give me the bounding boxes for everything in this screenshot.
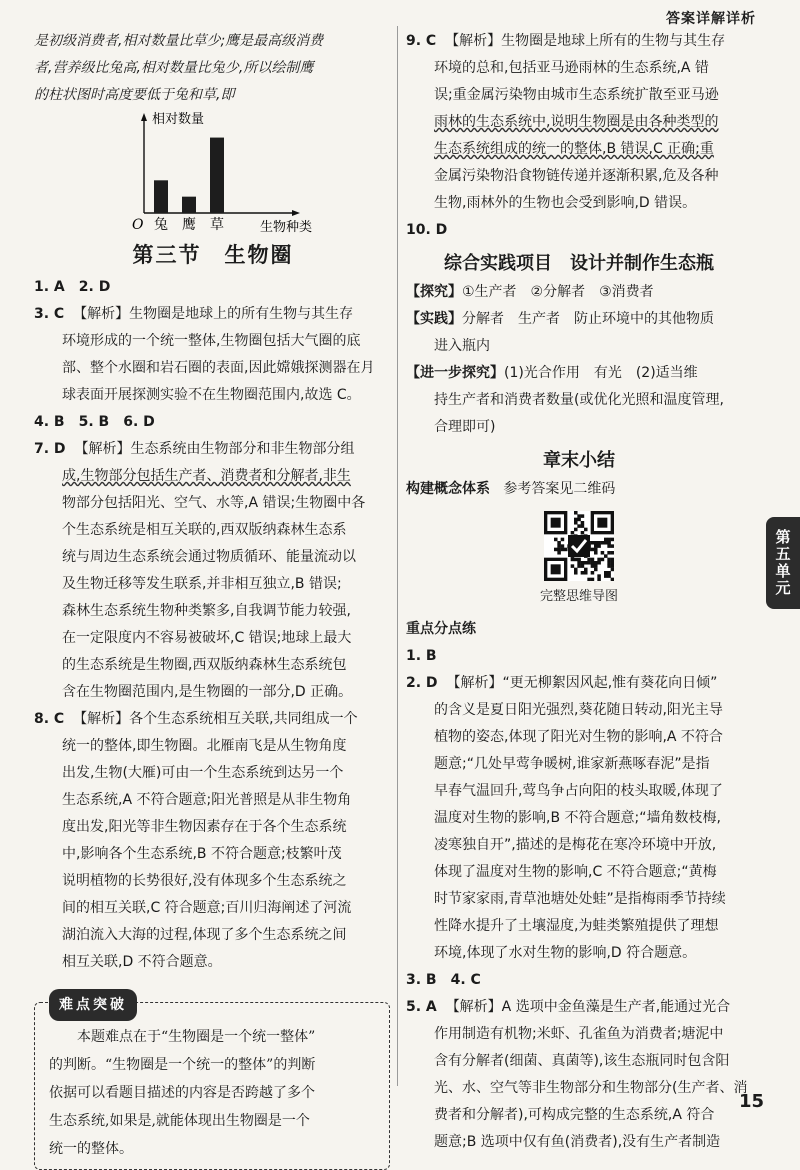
answer-q4-6: 4. B 5. B 6. D <box>34 414 155 430</box>
explanation-line: 生态系统组成的统一的整体,B 错误,C 正确;重 <box>434 141 714 157</box>
question-number: 7. D <box>34 441 66 457</box>
explanation-line: 物部分包括阳光、空气、水等,A 错误;生物圈中各 <box>62 495 366 511</box>
difficulty-note-box <box>34 997 390 1170</box>
question-number: 8. C <box>34 711 65 727</box>
bar <box>154 180 168 213</box>
explanation-line: 含在生物圈范围内,是生物圈的一部分,D 正确。 <box>62 684 353 700</box>
x-tick-label: 鹰 <box>182 217 196 233</box>
intro-line: 的柱状图时高度要低于兔和草,即 <box>34 87 235 103</box>
x-tick-label: 兔 <box>154 217 168 233</box>
explanation-line: 度出发,阳光等非生物因素存在于各个生态系统 <box>62 819 347 835</box>
y-axis-arrow-icon <box>141 113 147 121</box>
explanation-line: 性降水提升了土壤湿度,为蛙类繁殖提供了理想 <box>434 918 719 934</box>
explanation-line: 球表面开展探测实验不在生物圈范围内,故选 C。 <box>62 387 361 403</box>
explanation-line: 雨林的生态系统中,说明生物圈是由各种类型的 <box>434 114 719 130</box>
explanation-line: 出发,生物(大雁)可由一个生态系统到达另一个 <box>62 765 344 781</box>
explanation-line: 光、水、空气等非生物部分和生物部分(生产者、消 <box>434 1080 748 1096</box>
column-divider <box>397 26 398 1086</box>
explanation-line: 成,生物部分包括生产者、消费者和分解者,非生 <box>62 468 351 484</box>
left-column <box>34 28 392 1170</box>
explanation-line: 题意;B 选项中仅有鱼(消费者),没有生产者制造 <box>434 1134 721 1150</box>
answer-q1-2: 1. A 2. D <box>34 279 111 295</box>
intro-line: 是初级消费者,相对数量比草少;鹰是最高级消费 <box>34 33 324 49</box>
practice-section-title: 重点分点练 <box>406 621 476 637</box>
explanation-line: 生态系统,A 不符合题意;阳光普照是从非生物角 <box>62 792 352 808</box>
x-tick-label: 草 <box>210 217 224 233</box>
explanation-line: 时节家家雨,青草池塘处处蛙”是指梅雨季节持续 <box>434 891 726 907</box>
section-title: 第三节 生物圈 <box>132 242 294 267</box>
further-line: (1)光合作用 有光 (2)适当维 <box>504 365 698 381</box>
note-line: 依据可以看题目描述的内容是否跨越了多个 <box>49 1085 315 1101</box>
concept-text: 参考答案见二维码 <box>503 481 616 497</box>
practice-tag: 【实践】 <box>406 311 462 327</box>
explanation-line: 体现了温度对生物的影响,C 不符合题意;“黄梅 <box>434 864 717 880</box>
question-8 <box>34 706 392 976</box>
answer-r3-4: 3. B 4. C <box>406 972 481 988</box>
explanation-line: 的生态系统是生物圈,西双版纳森林生态系统包 <box>62 657 347 673</box>
note-line: 的判断。“生物圈是一个统一的整体”的判断 <box>49 1057 316 1073</box>
note-line: 本题难点在于“生物圈是一个统一整体” <box>77 1029 316 1045</box>
explanation-line: 统与周边生态系统会通过物质循环、能量流动以 <box>62 549 356 565</box>
explanation-line: 湖泊流入大海的过程,体现了多个生态系统之间 <box>62 927 347 943</box>
explanation-line: 误;重金属污染物由城市生态系统扩散至亚马逊 <box>434 87 719 103</box>
right-column <box>406 28 752 1156</box>
further-line: 合理即可) <box>434 419 496 435</box>
question-number: 2. D <box>406 675 438 691</box>
explanation-line: 环境,体现了水对生物的影响,D 符合题意。 <box>434 945 697 961</box>
explanation-line: 生物,雨林外的生物也会受到影响,D 错误。 <box>434 195 697 211</box>
explanation-line: 早春气温回升,莺鸟争占向阳的枝头取暖,体现了 <box>434 783 723 799</box>
explanation-line: 凌寒独自开”,描述的是梅花在寒冷环境中开放, <box>434 837 717 853</box>
explanation-line: 说明植物的长势很好,没有体现多个生态系统之 <box>62 873 347 889</box>
explanation-line: 的含义是夏日阳光强烈,葵花随日转动,阳光主导 <box>434 702 723 718</box>
summary-title: 章末小结 <box>543 450 615 471</box>
explore-tag: 【探究】 <box>406 284 462 300</box>
bar-chart <box>108 111 392 233</box>
concept-label: 构建概念体系 <box>406 481 490 497</box>
question-3 <box>34 301 392 409</box>
question-number: 5. A <box>406 999 437 1015</box>
unit-side-tab: 第五单元 <box>766 517 800 609</box>
practice-line: 进入瓶内 <box>434 338 490 354</box>
x-axis-arrow-icon <box>292 210 300 216</box>
explanation-line: 在一定限度内不容易被破坏,C 错误;地球上最大 <box>62 630 352 646</box>
question-9 <box>406 28 752 217</box>
origin-label: O <box>132 217 144 233</box>
page-header: 答案详解详析 <box>666 11 756 27</box>
explanation-line: 【解析】“更无柳絮因风起,惟有葵花向日倾” <box>446 675 718 691</box>
answer-r1: 1. B <box>406 648 437 664</box>
intro-line: 者,营养级比兔高,相对数量比兔少,所以绘制鹰 <box>34 60 314 76</box>
explanation-line: 及生物迁移等发生联系,并非相互独立,B 错误; <box>62 576 342 592</box>
explanation-line: 环境形成的一个统一整体,生物圈包括大气圈的底 <box>62 333 361 349</box>
explanation-line: 【解析】各个生态系统相互关联,共同组成一个 <box>73 711 358 727</box>
explanation-line: 个生态系统是相互关联的,西双版纳森林生态系 <box>62 522 347 538</box>
explanation-line: 【解析】生物圈是地球上所有的生物与其生存 <box>445 33 726 49</box>
intro-block <box>34 28 392 109</box>
explanation-line: 温度对生物的影响,B 不符合题意;“墙角数枝梅, <box>434 810 721 826</box>
x-axis-label: 生物种类 <box>260 220 313 233</box>
explanation-line: 环境的总和,包括亚马逊雨林的生态系统,A 错 <box>434 60 709 76</box>
explanation-line: 【解析】A 选项中金鱼藻是生产者,能通过光合 <box>445 999 731 1015</box>
explanation-line: 相互关联,D 不符合题意。 <box>62 954 222 970</box>
y-axis-label: 相对数量 <box>152 112 205 127</box>
further-line: 持生产者和消费者数量(或优化光照和温度管理, <box>434 392 724 408</box>
bar <box>210 138 224 213</box>
qr-code-icon[interactable] <box>544 511 614 581</box>
explanation-line: 森林生态系统生物种类繁多,自我调节能力较强, <box>62 603 351 619</box>
explanation-line: 作用制造有机物;米虾、孔雀鱼为消费者;塘泥中 <box>434 1026 724 1042</box>
explanation-line: 【解析】生物圈是地球上的所有生物与其生存 <box>73 306 354 322</box>
further-tag: 【进一步探究】 <box>406 365 504 381</box>
qr-caption: 完整思维导图 <box>539 589 618 604</box>
page-number: 15 <box>738 1091 764 1112</box>
project-title: 综合实践项目 设计并制作生态瓶 <box>444 253 714 274</box>
note-line: 统一的整体。 <box>49 1141 133 1157</box>
explanation-line: 间的相互关联,C 符合题意;百川归海阐述了河流 <box>62 900 352 916</box>
practice-line: 分解者 生产者 防止环境中的其他物质 <box>462 311 714 327</box>
explanation-line: 部、整个水圈和岩石圈的表面,因此嫦娥探测器在月 <box>62 360 375 376</box>
explanation-line: 【解析】生态系统由生物部分和非生物部分组 <box>74 441 355 457</box>
explanation-line: 中,影响各个生态系统,B 不符合题意;枝繁叶茂 <box>62 846 342 862</box>
bar-chart-svg <box>108 111 348 233</box>
note-line: 生态系统,如果是,就能体现出生物圈是一个 <box>49 1113 310 1129</box>
explanation-line: 含有分解者(细菌、真菌等),该生态瓶同时包含阳 <box>434 1053 730 1069</box>
difficulty-note-tag: 难点突破 <box>49 989 137 1021</box>
explanation-line: 题意;“几处早莺争暖树,谁家新燕啄春泥”是指 <box>434 756 710 772</box>
explanation-line: 金属污染物沿食物链传递并逐渐积累,危及各种 <box>434 168 719 184</box>
explore-text: ①生产者 ②分解者 ③消费者 <box>462 284 654 300</box>
bar <box>182 197 196 213</box>
explanation-line: 植物的姿态,体现了阳光对生物的影响,A 不符合 <box>434 729 723 745</box>
question-7 <box>34 436 392 706</box>
question-r2 <box>406 670 752 967</box>
explanation-line: 费者和分解者),可构成完整的生态系统,A 符合 <box>434 1107 715 1123</box>
explanation-line: 统一的整体,即生物圈。北雁南飞是从生物角度 <box>62 738 347 754</box>
question-number: 9. C <box>406 33 437 49</box>
question-number: 3. C <box>34 306 65 322</box>
answer-q10: 10. D <box>406 222 448 238</box>
